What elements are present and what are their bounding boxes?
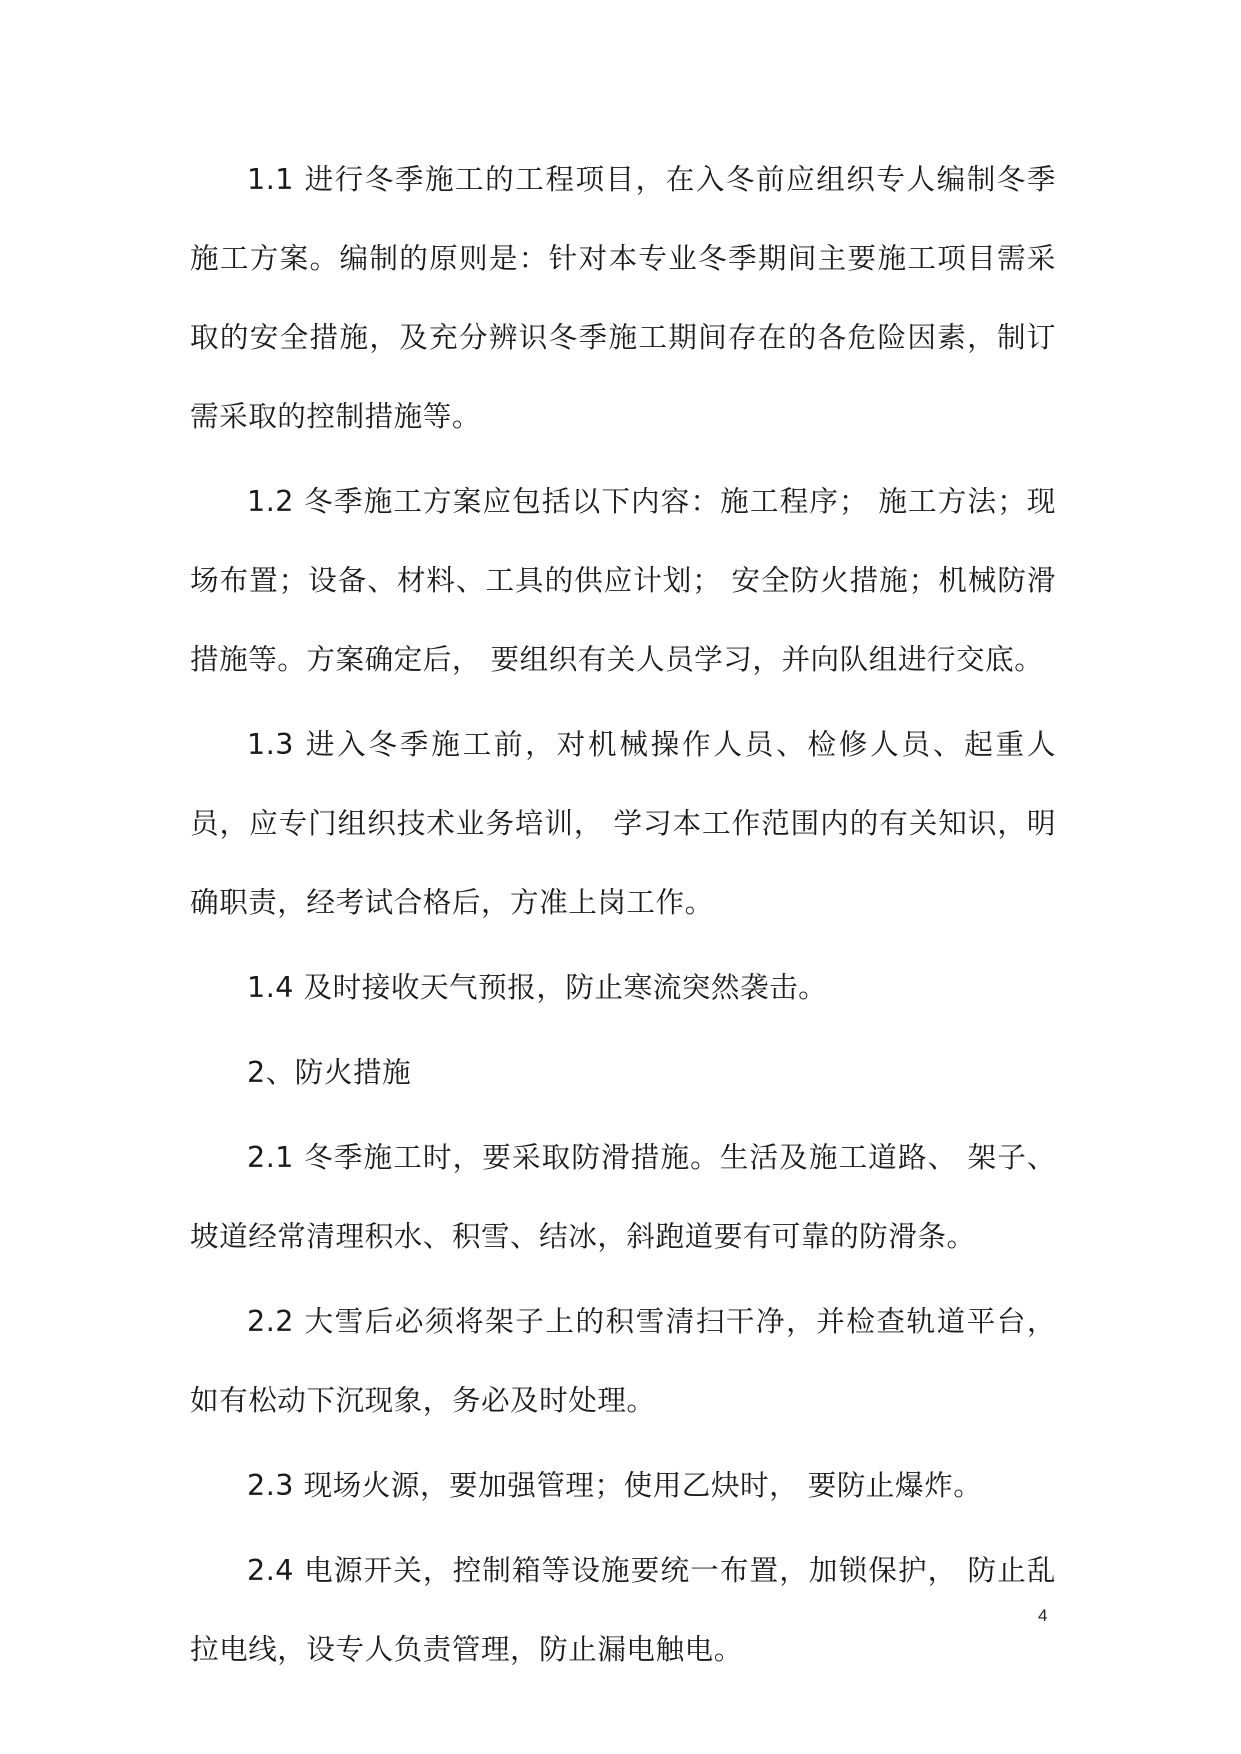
paragraph-2-1: 2.1 冬季施工时，要采取防滑措施。生活及施工道路、 架子、坡道经常清理积水、积雪、结冰，斜跑道要有可靠的防滑条。 [190,1140,1056,1253]
paragraph-1-4: 1.4 及时接收天气预报，防止寒流突然袭击。 [247,970,828,1004]
page-number: 4 [1038,1606,1048,1625]
paragraph-2-2: 2.2 大雪后必须将架子上的积雪清扫干净，并检查轨道平台，如有松动下沉现象，务必及时处理。 [190,1304,1056,1417]
paragraph-2-4: 2.4 电源开关，控制箱等设施要统一布置，加锁保护， 防止乱拉电线，设专人负责管理，防止漏电触电。 [190,1553,1056,1666]
paragraph-1-2: 1.2 冬季施工方案应包括以下内容：施工程序； 施工方法；现场布置；设备、材料、工具的供应计划； 安全防火措施；机械防滑措施等。方案确定后， 要组织有关人员学习，并向队组进行交底。 [190,484,1056,676]
section-heading-2: 2、防火措施 [247,1055,412,1089]
paragraph-1-3: 1.3 进入冬季施工前，对机械操作人员、检修人员、起重人员，应专门组织技术业务培训， 学习本工作范围内的有关知识，明确职责，经考试合格后，方准上岗工作。 [190,727,1056,919]
paragraph-2-3: 2.3 现场火源，要加强管理；使用乙炔时， 要防止爆炸。 [247,1468,983,1502]
paragraph-1-1: 1.1 进行冬季施工的工程项目，在入冬前应组织专人编制冬季施工方案。编制的原则是：针对本专业冬季期间主要施工项目需采取的安全措施，及充分辨识冬季施工期间存在的各危险因素，制订需采取的控制措施等。 [190,162,1056,433]
body-text [190,140,1056,1695]
